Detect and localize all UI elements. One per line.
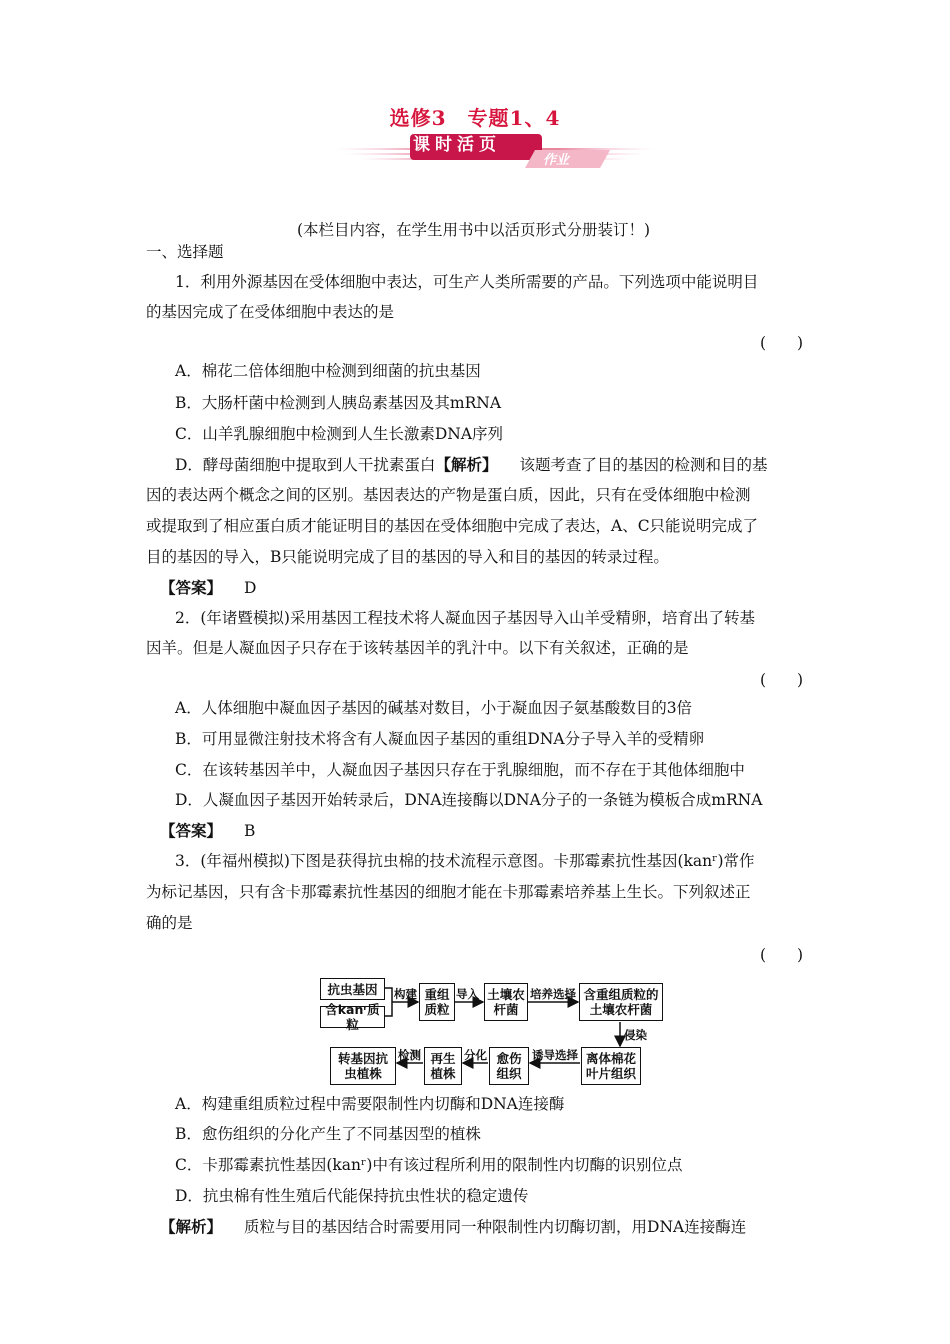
flow-node-regenerated-plant: 再生 植株 [424, 1047, 462, 1085]
q2-answer-blank: ( ) [760, 671, 804, 689]
flow-label-build: 构建 [394, 987, 417, 1001]
flow-node-transgenic-plant: 转基因抗 虫植株 [330, 1047, 396, 1085]
q2-answer [160, 821, 255, 841]
q2-option-b: B．可用显微注射技术将含有人凝血因子基因的重组DNA分子导入羊的受精卵 [175, 730, 705, 748]
flow-label-induce-select: 诱导选择 [532, 1048, 578, 1062]
flow-label-infect: 侵染 [624, 1028, 647, 1042]
q3-stem-line1: 3．(年福州模拟)下图是获得抗虫棉的技术流程示意图。卡那霉素抗性基因(kanʳ)常作 [175, 852, 755, 870]
q3-answer-blank: ( ) [760, 946, 804, 964]
q1-answer-value: D [244, 579, 257, 597]
q2-answer-value: B [244, 822, 256, 840]
flow-node-plasmid: 含kanʳ质粒 [320, 1006, 385, 1028]
q1-stem-line2: 的基因完成了在受体细胞中表达的是 [146, 303, 395, 321]
q1-option-b: B．大肠杆菌中检测到人胰岛素基因及其mRNA [175, 394, 502, 412]
flow-node-leaf-tissue: 离体棉花 叶片组织 [581, 1047, 641, 1085]
q3-stem-line3: 确的是 [146, 914, 193, 932]
q1-answer-blank: ( ) [760, 334, 804, 352]
section-heading: 一、选择题 [146, 243, 224, 261]
q2-stem-line1: 2．(年诸暨模拟)采用基因工程技术将人凝血因子基因导入山羊受精卵，培育出了转基 [175, 609, 755, 627]
q3-analysis-tag: 【解析】 [160, 1217, 223, 1236]
flow-node-agrobacterium-recombinant: 含重组质粒的 土壤农杆菌 [579, 983, 663, 1021]
q2-stem-line2: 因羊。但是人凝血因子只存在于该转基因羊的乳汁中。以下有关叙述，正确的是 [146, 639, 689, 657]
q3-option-a: A．构建重组质粒过程中需要限制性内切酶和DNA连接酶 [175, 1095, 565, 1113]
flow-label-culture-select: 培养选择 [530, 987, 576, 1001]
q3-analysis-line1: 质粒与目的基因结合时需要用同一种限制性内切酶切割，用DNA连接酶连 [244, 1218, 747, 1236]
q2-option-a: A．人体细胞中凝血因子基因的碱基对数目，小于凝血因子氨基酸数目的3倍 [175, 699, 693, 717]
flow-label-differentiate: 分化 [464, 1048, 487, 1062]
q1-analysis-line3: 或提取到了相应蛋白质才能证明目的基因在受体细胞中完成了表达，A、C只能说明完成了 [146, 517, 759, 535]
q1-analysis-line2: 因的表达两个概念之间的区别。基因表达的产物是蛋白质，因此，只有在受体细胞中检测 [146, 486, 751, 504]
q1-answer-tag: 【答案】 [160, 578, 223, 597]
flow-node-recombinant-plasmid: 重组 质粒 [419, 983, 455, 1021]
q2-option-c: C．在该转基因羊中，人凝血因子基因只存在于乳腺细胞，而不存在于其他体细胞中 [175, 761, 745, 779]
banner-text: 课时活页 [413, 135, 501, 155]
flow-node-callus: 愈伤 组织 [489, 1047, 529, 1085]
q1-option-d [175, 455, 767, 475]
flow-node-agrobacterium: 土壤农 杆菌 [484, 983, 528, 1021]
q1-option-d-text: D．酵母菌细胞中提取到人干扰素蛋白 [175, 456, 436, 474]
q1-option-a: A．棉花二倍体细胞中检测到细菌的抗虫基因 [175, 362, 481, 380]
flow-label-detect: 检测 [398, 1048, 421, 1062]
q3-option-d: D．抗虫棉有性生殖后代能保持抗虫性状的稳定遗传 [175, 1187, 529, 1205]
q1-stem-line1: 1．利用外源基因在受体细胞中表达，可生产人类所需要的产品。下列选项中能说明目 [175, 273, 759, 291]
flow-node-gene: 抗虫基因 [320, 978, 385, 1000]
q1-answer [160, 578, 256, 598]
binding-note: (本栏目内容，在学生用书中以活页形式分册装订！) [297, 221, 651, 239]
q1-analysis-line1: 该题考查了目的基因的检测和目的基 [519, 456, 768, 474]
page-title: 选修3 专题1、4 [389, 106, 561, 130]
q2-answer-tag: 【答案】 [160, 821, 223, 840]
q1-option-c: C．山羊乳腺细胞中检测到人生长激素DNA序列 [175, 425, 504, 443]
q1-analysis-tag: 【解析】 [435, 455, 498, 474]
flow-label-introduce: 导入 [456, 987, 479, 1001]
q2-option-d: D．人凝血因子基因开始转录后，DNA连接酶以DNA分子的一条链为模板合成mRNA [175, 791, 763, 809]
q3-option-b: B．愈伤组织的分化产生了不同基因型的植株 [175, 1125, 481, 1143]
q3-analysis [160, 1217, 746, 1237]
q3-stem-line2: 为标记基因，只有含卡那霉素抗性基因的细胞才能在卡那霉素培养基上生长。下列叙述正 [146, 883, 751, 901]
q1-analysis-line4: 目的基因的导入，B只能说明完成了目的基因的导入和目的基因的转录过程。 [146, 548, 669, 566]
banner-subtext: 作业 [543, 153, 570, 168]
q3-option-c: C．卡那霉素抗性基因(kanʳ)中有该过程所利用的限制性内切酶的识别位点 [175, 1156, 683, 1174]
